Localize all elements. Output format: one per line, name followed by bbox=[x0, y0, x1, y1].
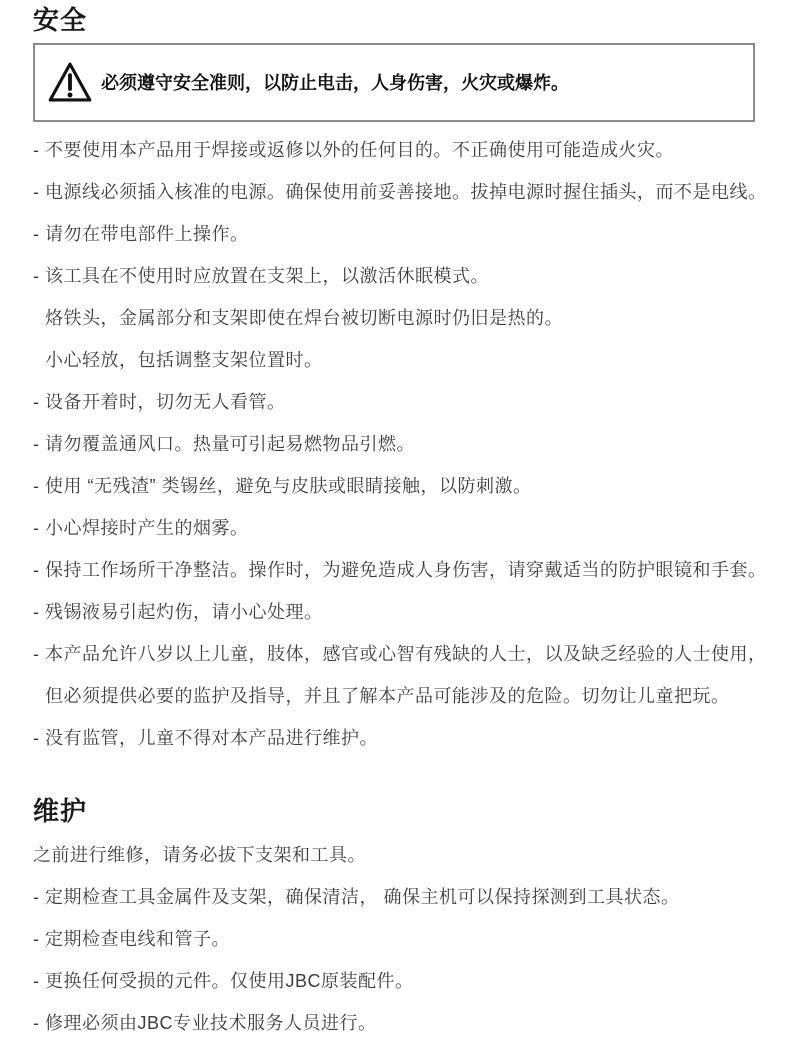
safety-item: - 该工具在不使用时应放置在支架上，以激活休眠模式。 bbox=[33, 266, 489, 286]
maintenance-item: - 更换任何受损的元件。仅使用JBC原装配件。 bbox=[33, 971, 414, 991]
maintenance-item: - 定期检查工具金属件及支架，确保清洁， 确保主机可以保持探测到工具状态。 bbox=[33, 887, 680, 907]
safety-item-continuation: 小心轻放，包括调整支架位置时。 bbox=[45, 350, 323, 370]
safety-item: - 请勿覆盖通风口。热量可引起易燃物品引燃。 bbox=[33, 434, 415, 454]
safety-item: - 请勿在带电部件上操作。 bbox=[33, 224, 249, 244]
maintenance-section-title: 维护 bbox=[33, 796, 88, 826]
safety-section-title: 安全 bbox=[33, 5, 88, 35]
safety-item: - 不要使用本产品用于焊接或返修以外的任何目的。不正确使用可能造成火灾。 bbox=[33, 140, 674, 160]
safety-item: - 设备开着时，切勿无人看管。 bbox=[33, 392, 286, 412]
safety-item: - 保持工作场所干净整洁。操作时，为避免造成人身伤害，请穿戴适当的防护眼镜和手套。 bbox=[33, 560, 767, 580]
safety-item: - 小心焊接时产生的烟雾。 bbox=[33, 518, 249, 538]
safety-item-continuation: 烙铁头，金属部分和支架即使在焊台被切断电源时仍旧是热的。 bbox=[45, 308, 563, 328]
safety-item: - 本产品允许八岁以上儿童，肢体，感官或心智有残缺的人士，以及缺乏经验的人士使用， bbox=[33, 644, 767, 664]
maintenance-intro: 之前进行维修，请务必拔下支架和工具。 bbox=[33, 845, 366, 865]
safety-item: - 电源线必须插入核准的电源。确保使用前妥善接地。拔掉电源时握住插头，而不是电线。 bbox=[33, 182, 767, 202]
maintenance-item: - 修理必须由JBC专业技术服务人员进行。 bbox=[33, 1013, 377, 1033]
safety-warning-text: 必须遵守安全准则，以防止电击，人身伤害，火灾或爆炸。 bbox=[101, 72, 569, 93]
safety-item: - 残锡液易引起灼伤，请小心处理。 bbox=[33, 602, 323, 622]
safety-item-continuation: 但必须提供必要的监护及指导，并且了解本产品可能涉及的危险。切勿让儿童把玩。 bbox=[45, 686, 730, 706]
warning-triangle-icon bbox=[47, 59, 93, 106]
safety-warning-box bbox=[33, 43, 755, 122]
safety-item: - 使用 “无残渣” 类锡丝，避免与皮肤或眼睛接触，以防刺激。 bbox=[33, 476, 532, 496]
maintenance-item: - 定期检查电线和管子。 bbox=[33, 929, 230, 949]
safety-items-list bbox=[33, 140, 767, 748]
safety-item: - 没有监管，儿童不得对本产品进行维护。 bbox=[33, 728, 378, 748]
maintenance-items-list bbox=[33, 888, 760, 1033]
